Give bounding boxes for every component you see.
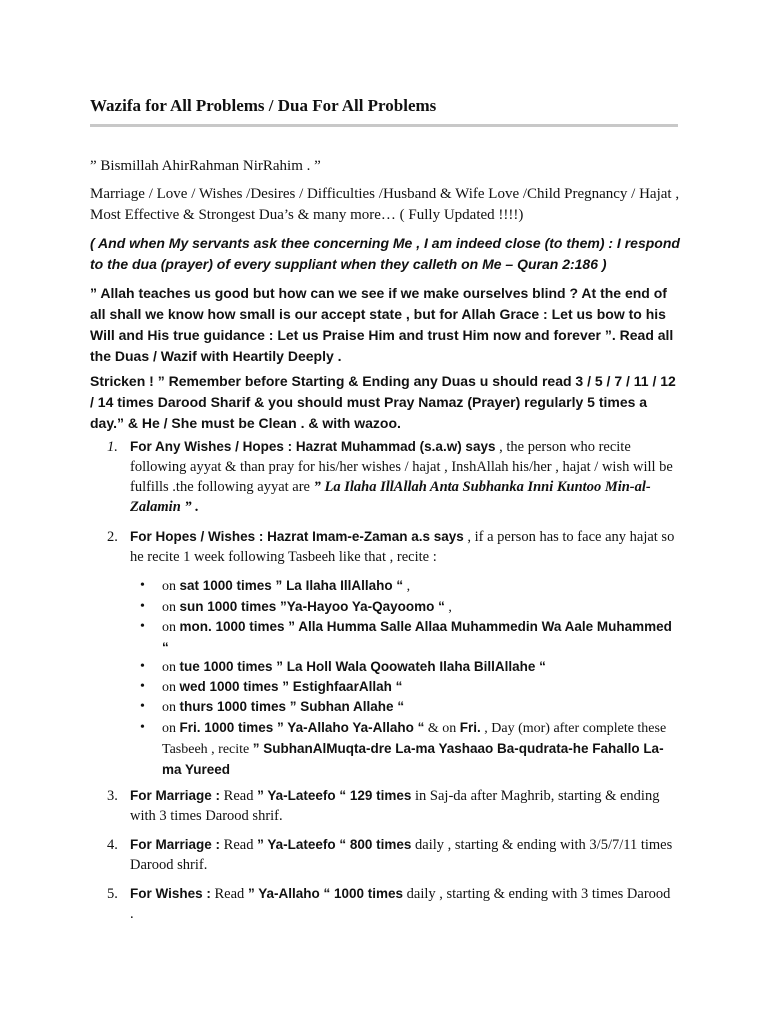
item-ayyat: ” La Ilaha IllAllah Anta Subhanka Inni Kuntoo Min-al-Zalamin ” . bbox=[130, 479, 651, 515]
bullet-icon: • bbox=[140, 619, 145, 634]
bullet-icon: • bbox=[140, 578, 145, 593]
list-number: 1. bbox=[107, 439, 118, 455]
page-title: Wazifa for All Problems / Dua For All Problems bbox=[90, 96, 437, 115]
list-number: 3. bbox=[107, 788, 118, 804]
stricken-paragraph: Stricken ! ” Remember before Starting & Ending any Duas u should read 3 / 5 / 7 / 11 / 12 / 14 times Darood Sharif & you should must Pray Namaz (Prayer) regularly 5 times a day.” & He / She must be Clean . & with wazoo. bbox=[90, 373, 676, 431]
list-number: 5. bbox=[107, 886, 118, 902]
list-item-body bbox=[130, 527, 675, 567]
bullet-icon: • bbox=[140, 699, 145, 714]
bullet-icon: • bbox=[140, 720, 145, 735]
bullet-icon: • bbox=[140, 659, 145, 674]
quran-quote: ( And when My servants ask thee concerning Me , I am indeed close (to them) : I respond to the dua (prayer) of every suppliant when they calleth on Me – Quran 2:186 ) bbox=[90, 235, 680, 272]
list-number: 2. bbox=[107, 529, 118, 545]
topics-paragraph: Marriage / Love / Wishes /Desires / Difficulties /Husband & Wife Love /Child Pregnancy / Hajat , Most Effective & Strongest Dua’s & many more… ( Fully Updated !!!!) bbox=[90, 186, 680, 223]
item-text: , the person who recite following ayyat & than pray for his/her wishes / hajat , InshAllah his/her , hajat / wish will be fulfills .the following ayyat are bbox=[130, 439, 673, 495]
item-text: , if a person has to face any hajat so he recite 1 week following Tasbeeh like that , recite : bbox=[130, 529, 675, 565]
list-number: 4. bbox=[107, 837, 118, 853]
list-item-body: For Marriage : Read ” Ya-Lateefo “ 800 times daily , starting & ending with 3/5/7/11 times Darood shrif. bbox=[130, 837, 673, 873]
list-item-body: For Marriage : Read ” Ya-Lateefo “ 129 times in Saj-da after Maghrib, starting & ending with 3 times Darood shrif. bbox=[130, 788, 660, 824]
title-divider bbox=[90, 124, 678, 127]
list-item-body: For Wishes : Read ” Ya-Allaho “ 1000 times daily , starting & ending with 3 times Darood . bbox=[130, 886, 671, 922]
list-item-body bbox=[130, 437, 675, 517]
bismillah-line: ” Bismillah AhirRahman NirRahim . ” bbox=[90, 158, 321, 174]
item-heading: For Hopes / Wishes : Hazrat Imam-e-Zaman a.s says bbox=[130, 529, 464, 544]
bullet-icon: • bbox=[140, 599, 145, 614]
item-heading: For Any Wishes / Hopes : Hazrat Muhammad (s.a.w) says bbox=[130, 439, 496, 454]
bullet-icon: • bbox=[140, 679, 145, 694]
allah-paragraph: ” Allah teaches us good but how can we see if we make ourselves blind ? At the end of all shall we know how small is our accept state , but for Allah Grace : Let us bow to his Will and His true guidance : Let us Praise Him and trust Him now and forever ”. Read all the Duas / Wazif with Heartily Deeply . bbox=[90, 285, 674, 364]
